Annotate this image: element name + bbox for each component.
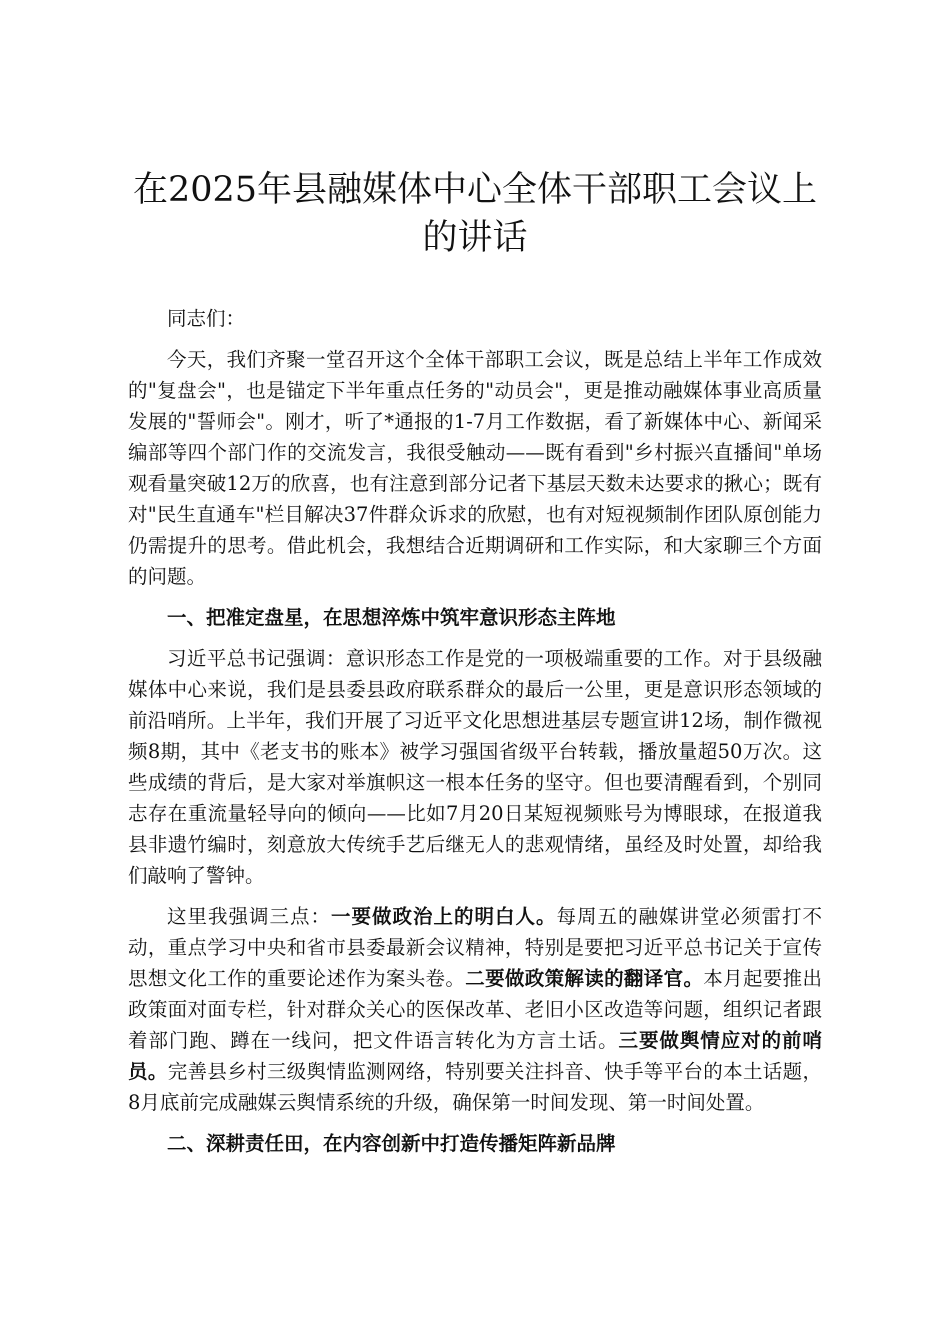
point2-bold: 二要做政策解读的翻译官。 xyxy=(465,967,704,990)
point1-bold: 一要做政治上的明白人。 xyxy=(331,905,557,928)
document-body xyxy=(128,303,822,1169)
section1-paragraph-2 xyxy=(128,901,822,1118)
section1-lead-text: 这里我强调三点： xyxy=(167,905,331,928)
section1-paragraph-1: 习近平总书记强调：意识形态工作是党的一项极端重要的工作。对于县级融媒体中心来说，我们是县委县政府联系群众的最后一公里，更是意识形态领域的前沿哨所。上半年，我们开展了习近平文化思想进基层专题宣讲12场，制作微视频8期，其中《老支书的账本》被学习强国省级平台转载，播放量超50万次。这些成绩的背后，是大家对举旗帜这一根本任务的坚守。但也要清醒看到，个别同志存在重流量轻导向的倾向——比如7月20日某短视频账号为博眼球，在报道我县非遗竹编时，刻意放大传统手艺后继无人的悲观情绪，虽经及时处置，却给我们敲响了警钟。 xyxy=(128,647,822,887)
point2-text: 本月起要推出政策面对面专栏，针对群众关心的医保改革、老旧小区改造等问题，组织记者跟着部门跑、蹲在一线问，把文件语言转化为方言土话。 xyxy=(128,967,822,1052)
section-heading-1: 一、把准定盘星，在思想淬炼中筑牢意识形态主阵地 xyxy=(167,606,616,629)
point3-bold: 三要做舆情应对的前哨员。 xyxy=(128,1029,822,1083)
intro-paragraph: 今天，我们齐聚一堂召开这个全体干部职工会议，既是总结上半年工作成效的"复盘会"，也是锚定下半年重点任务的"动员会"，更是推动融媒体事业高质量发展的"誓师会"。刚才，听了*通报的1-7月工作数据，看了新媒体中心、新闻采编部等四个部门作的交流发言，我很受触动——既有看到"乡村振兴直播间"单场观看量突破12万的欣喜，也有注意到部分记者下基层天数未达要求的揪心；既有对"民生直通车"栏目解决37件群众诉求的欣慰，也有对短视频制作团队原创能力仍需提升的思考。借此机会，我想结合近期调研和工作实际，和大家聊三个方面的问题。 xyxy=(128,348,822,588)
section-heading-2: 二、深耕责任田，在内容创新中打造传播矩阵新品牌 xyxy=(167,1132,616,1155)
salutation: 同志们： xyxy=(167,307,246,330)
document-title: 在2025年县融媒体中心全体干部职工会议上的讲话 xyxy=(132,170,818,258)
point1-text: 每周五的融媒讲堂必须雷打不动，重点学习中央和省市县委最新会议精神，特别是要把习近平总书记关于宣传思想文化工作的重要论述作为案头卷。 xyxy=(128,905,822,990)
point3-text: 完善县乡村三级舆情监测网络，特别要关注抖音、快手等平台的本土话题，8月底前完成融媒云舆情系统的升级，确保第一时间发现、第一时间处置。 xyxy=(128,1060,822,1114)
